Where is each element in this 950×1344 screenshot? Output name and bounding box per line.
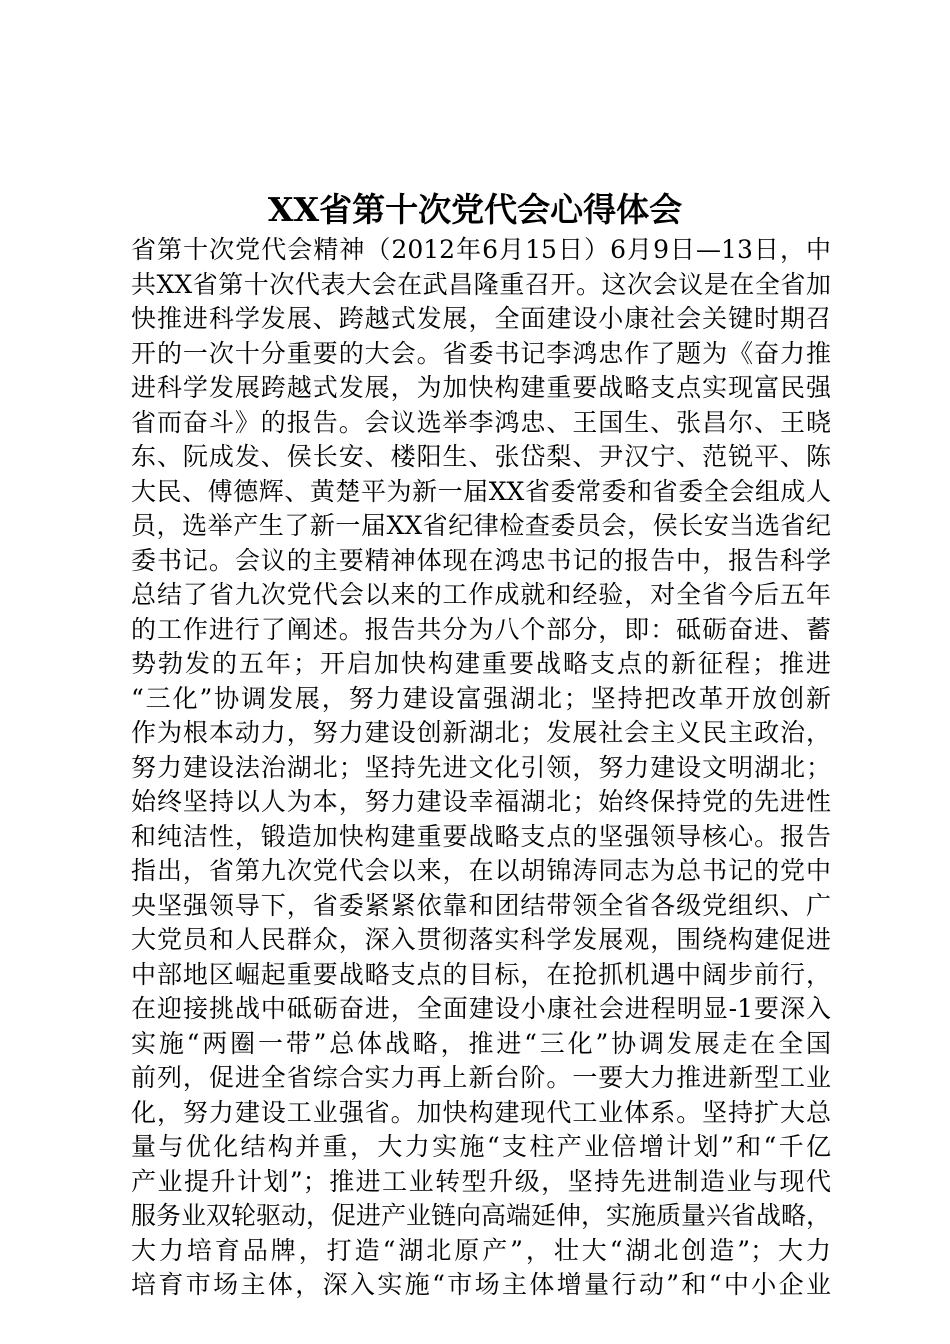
body-line: 培育市场主体，深入实施“市场主体增量行动”和“中小企业: [131, 1270, 831, 1299]
body-line: 东、阮成发、侯长安、楼阳生、张岱梨、尹汉宁、范锐平、陈: [131, 442, 831, 471]
body-line: 共XX省第十次代表大会在武昌隆重召开。这次会议是在全省加: [131, 269, 831, 299]
body-line: 作为根本动力，努力建设创新湖北；发展社会主义民主政治，: [131, 718, 831, 747]
body-line: 央坚强领导下，省委紧紧依靠和团结带领全省各级党组织、广: [131, 890, 831, 920]
body-line: 势勃发的五年；开启加快构建重要战略支点的新征程；推进: [131, 649, 831, 678]
body-line: 大力培育品牌，打造“湖北原产”，壮大“湖北创造”；大力: [131, 1235, 831, 1265]
body-line: 量与优化结构并重，大力实施“支柱产业倍增计划”和“千亿: [131, 1132, 831, 1161]
body-line: 中部地区崛起重要战略支点的目标，在抢抓机遇中阔步前行，: [131, 959, 831, 989]
body-line: 员，选举产生了新一届XX省纪律检查委员会，侯长安当选省纪: [131, 511, 831, 540]
body-line: 大党员和人民群众，深入贯彻落实科学发展观，围绕构建促进: [131, 925, 831, 954]
body-line: 努力建设法治湖北；坚持先进文化引领，努力建设文明湖北；: [131, 752, 831, 782]
body-line: 指出，省第九次党代会以来，在以胡锦涛同志为总书记的党中: [131, 856, 831, 885]
body-line: 服务业双轮驱动，促进产业链向高端延伸，实施质量兴省战略，: [131, 1201, 832, 1230]
body-line: 总结了省九次党代会以来的工作成就和经验，对全省今后五年: [131, 580, 831, 609]
body-line: 和纯洁性，锻造加快构建重要战略支点的坚强领导核心。报告: [131, 821, 831, 851]
body-line: 在迎接挑战中砥砺奋进，全面建设小康社会进程明显-1要深入: [131, 994, 831, 1023]
document-title: XX省第十次党代会心得体会: [267, 190, 683, 229]
document-body: [131, 233, 831, 1303]
body-line: 快推进科学发展、跨越式发展，全面建设小康社会关键时期召: [131, 304, 831, 333]
body-line: “三化”协调发展，努力建设富强湖北；坚持把改革开放创新: [131, 683, 831, 713]
body-line: 始终坚持以人为本，努力建设幸福湖北；始终保持党的先进性: [131, 787, 831, 816]
body-line: 开的一次十分重要的大会。省委书记李鸿忠作了题为《奋力推: [131, 338, 831, 368]
body-line: 进科学发展跨越式发展，为加快构建重要战略支点实现富民强: [131, 373, 831, 402]
body-line: 实施“两圈一带”总体战略，推进“三化”协调发展走在全国: [131, 1028, 831, 1058]
body-line: 委书记。会议的主要精神体现在鸿忠书记的报告中，报告科学: [131, 545, 831, 575]
body-line: 前列，促进全省综合实力再上新台阶。一要大力推进新型工业: [131, 1063, 831, 1092]
body-line: 省第十次党代会精神（2012年6月15日）6月9日—13日，中: [131, 235, 831, 264]
body-line: 省而奋斗》的报告。会议选举李鸿忠、王国生、张昌尔、王晓: [131, 407, 831, 437]
body-line: 产业提升计划”；推进工业转型升级，坚持先进制造业与现代: [131, 1166, 831, 1196]
body-line: 大民、傅德辉、黄楚平为新一届XX省委常委和省委全会组成人: [131, 476, 831, 506]
body-line: 化，努力建设工业强省。加快构建现代工业体系。坚持扩大总: [131, 1097, 831, 1127]
body-line: 的工作进行了阐述。报告共分为八个部分，即：砥砺奋进、蓄: [131, 614, 831, 644]
